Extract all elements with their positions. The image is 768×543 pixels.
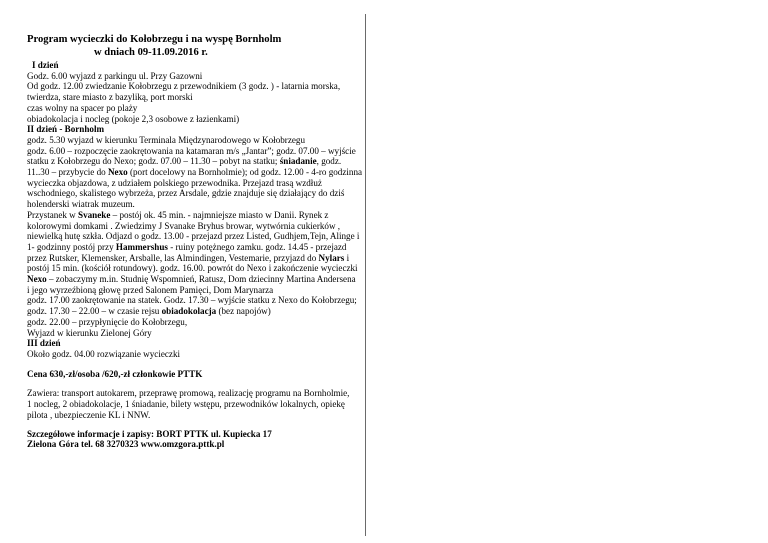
day2-line: kolorowymi domkami . Zwiedzimy J Svanake Bryhus browar, wytwórnia cukierków , <box>27 220 341 231</box>
nylars-emphasis: Nylars <box>318 252 345 263</box>
day1-line: twierdza, stare miasto z bazyliką, port morski <box>27 92 193 103</box>
contact-line: Szczegółowe informacje i zapisy: BORT PTTK ul. Kupiecka 17 <box>27 428 272 439</box>
spacer <box>27 360 362 369</box>
day2-text: statku z Kołobrzegu do Nexo; godz. 07.00 – 11.30 – pobyt na statku; <box>27 156 280 167</box>
contact-line: Zielona Góra tel. 68 3270323 www.omzgora.pttk.pl <box>27 439 225 450</box>
day2-text: (port docelowy na Bornholmie); od godz. 12.00 - 4-ro godzinna <box>127 167 363 178</box>
day2-line: godz. 17.00 zaokrętowanie na statek. Godz. 17.30 – wyjście statku z Nexo do Kołobrzegu; <box>27 295 357 306</box>
day2-line <box>27 274 362 285</box>
day2-line: wycieczka objazdowa, z udziałem polskiego przewodnika. Przejazd trasą wzdłuż <box>27 177 322 188</box>
day2-text: - ruiny potężnego zamku. godz. 14.45 - przejazd <box>167 241 347 252</box>
day2-line <box>27 210 362 221</box>
day2-line <box>27 167 362 178</box>
day2-text: przez Rutsker, Klemensker, Arsballe, las Almindingen, Vestemarie, przyjazd do <box>27 252 319 263</box>
day2-text: 11..30 – przybycie do <box>27 167 108 178</box>
day2-heading: II dzień - Bornholm <box>27 124 105 135</box>
title-line-1: Program wycieczki do Kołobrzegu i na wyspę Bornholm <box>27 34 282 45</box>
includes-line: pilota , ubezpieczenie KL i NNW. <box>27 409 151 420</box>
breakfast-emphasis: śniadanie <box>279 156 317 167</box>
price-line: Cena 630,-zł/osoba /620,-zł członkowie PTTK <box>27 368 203 379</box>
day2-line: godz. 22.00 – przypłynięcie do Kołobrzegu, <box>27 316 188 327</box>
day2-text: , godz. <box>316 156 342 167</box>
day1-heading: I dzień <box>32 60 59 70</box>
spacer <box>27 421 362 429</box>
day2-line: wschodniego, skalistego wybrzeża, przez Arsdale, gdzie znajduje się działający do dziś <box>27 188 345 199</box>
day2-text: – postój ok. 45 min. - najmniejsze miasto w Danii. Rynek z <box>110 209 329 220</box>
day2-line: i jego wyrzeźbioną głowę przed Salonem Pamięci, Dom Marynarza <box>27 284 274 295</box>
day3-line: Około godz. 04.00 rozwiązanie wycieczki <box>27 348 181 359</box>
day2-line: holenderski wiatrak muzeum. <box>27 199 135 210</box>
day2-line <box>27 306 362 317</box>
day2-text: 1- godzinny postój przy <box>27 241 116 252</box>
day2-line <box>27 253 362 264</box>
day2-text: – zobaczymy m.in. Studnię Wspomnień, Ratusz, Dom dziecinny Martina Andersena <box>46 274 356 285</box>
day2-line: godz. 5.30 wyjazd w kierunku Terminala Międzynarodowego w Kołobrzegu <box>27 134 305 145</box>
title-line-2: w dniach 09-11.09.2016 r. <box>94 46 208 58</box>
day2-line: godz. 6.00 – rozpoczęcie zaokrętowania na katamaran m/s „Jantar”; godz. 07.00 – wyjście <box>27 145 356 156</box>
day2-line <box>27 242 362 253</box>
day2-line: postój 15 min. (kościół rotundowy). godz. 16.00. powrót do Nexo i zakończenie wycieczki <box>27 263 358 274</box>
document-title <box>27 34 362 59</box>
svaneke-emphasis: Svaneke <box>78 209 111 220</box>
itinerary-body <box>27 60 362 450</box>
day1-line: Godz. 6.00 wyjazd z parkingu ul. Przy Gazowni <box>27 70 203 81</box>
day2-text: (bez napojów) <box>216 306 271 317</box>
includes-line: Zawiera: transport autokarem, przeprawę promową, realizację programu na Bornholmie, <box>27 388 350 399</box>
day2-line <box>27 156 362 167</box>
day1-line: czas wolny na spacer po plaży <box>27 102 138 113</box>
day2-text: i <box>344 252 350 263</box>
hammershus-emphasis: Hammershus <box>115 241 168 252</box>
day2-text: godz. 17.30 – 22.00 – w czasie rejsu <box>27 306 162 317</box>
spacer <box>27 379 362 388</box>
page-fold-divider <box>365 14 366 536</box>
day1-line: Od godz. 12.00 zwiedzanie Kołobrzegu z przewodnikiem (3 godz. ) - latarnia morska, <box>27 81 341 92</box>
dinner-emphasis: obiadokolacja <box>161 306 217 317</box>
day2-line: niewielką hutę szkła. Odjazd o godz. 13.00 - przejazd przez Listed, Gudhjem,Tejn, Alinge i <box>27 231 360 242</box>
nexo-emphasis: Nexo <box>107 167 128 178</box>
day2-text: Przystanek w <box>27 209 79 220</box>
nexo-emphasis: Nexo <box>27 274 47 285</box>
day3-heading: III dzień <box>27 338 61 349</box>
day1-line: obiadokolacja i nocleg (pokoje 2,3 osobowe z łazienkami) <box>27 113 240 124</box>
includes-line: 1 nocleg, 2 obiadokolacje, 1 śniadanie, bilety wstępu, przewodników lokalnych, opiekę <box>27 399 345 410</box>
day2-line: Wyjazd w kierunku Zielonej Góry <box>27 327 152 338</box>
